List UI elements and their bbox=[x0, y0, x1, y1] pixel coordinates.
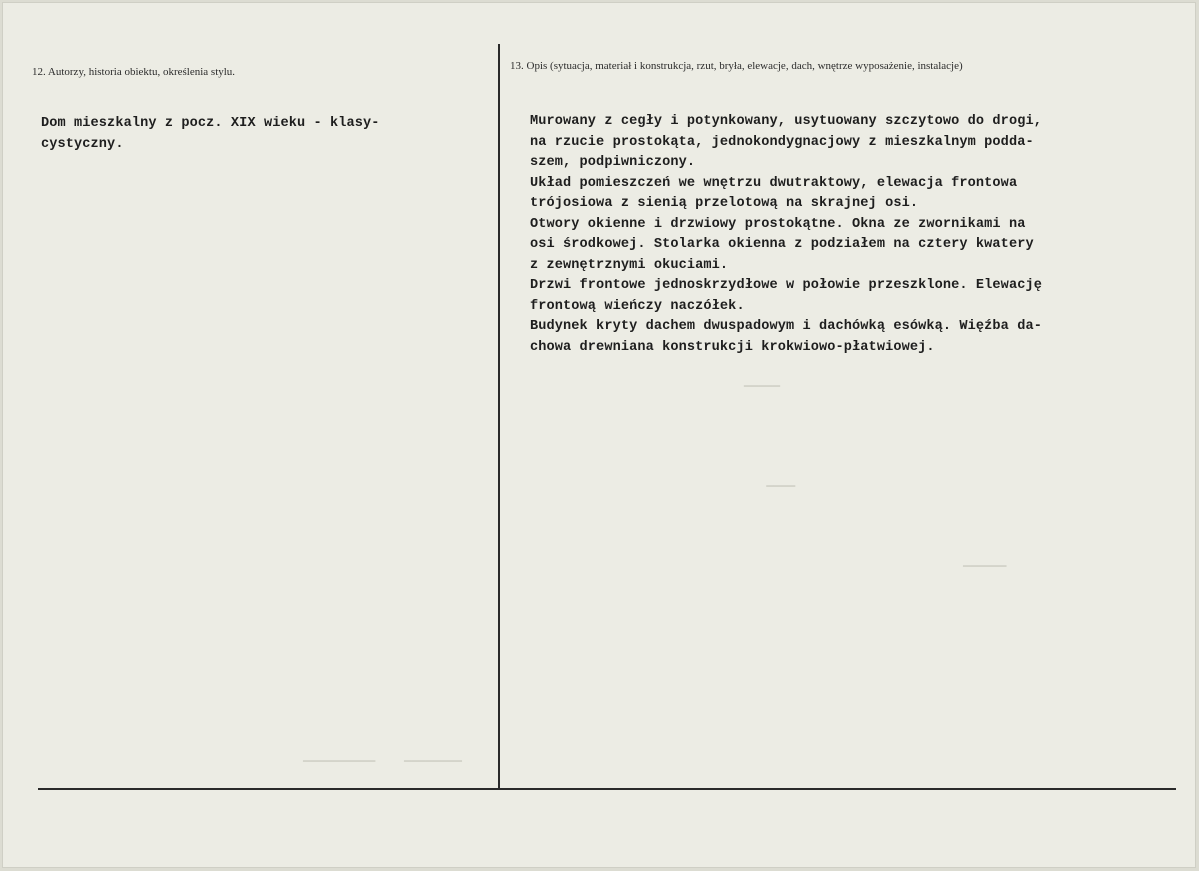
text-line: Otwory okienne i drzwiowy prostokątne. Okna ze zwornikami na bbox=[530, 216, 1026, 232]
text-line: Drzwi frontowe jednoskrzydłowe w połowie przeszklone. Elewację bbox=[530, 278, 1042, 293]
text-line: cystyczny. bbox=[41, 136, 124, 152]
text-line: Układ pomieszczeń we wnętrzu dwutraktowy, elewacja frontowa bbox=[530, 175, 1018, 191]
section-13-label: 13. Opis (sytuacja, materiał i konstrukcja, rzut, bryła, elewacje, dach, wnętrze wyposażenie, instalacje) bbox=[510, 60, 963, 72]
text-line: z zewnętrznymi okuciami. bbox=[530, 257, 729, 273]
column-divider bbox=[498, 44, 500, 790]
section-12-label: 12. Autorzy, historia obiektu, określenia stylu. bbox=[32, 66, 236, 78]
text-line: chowa drewniana konstrukcji krokwiowo-płatwiowej. bbox=[530, 339, 935, 355]
text-line: frontową wieńczy naczółek. bbox=[530, 298, 745, 314]
show-through-texture: ▁▁▁▁▁▁▁▁▁▁ ▁▁▁▁▁▁▁▁ bbox=[303, 749, 462, 763]
text-line: osi środkowej. Stolarka okienna z podziałem na cztery kwatery bbox=[530, 237, 1034, 252]
bottom-rule bbox=[38, 788, 1176, 790]
text-line: Budynek kryty dachem dwuspadowym i dachówką esówką. Więźba da- bbox=[530, 319, 1042, 334]
authors-history-text bbox=[41, 114, 481, 155]
text-line: trójosiowa z sienią przelotową na skrajnej osi. bbox=[530, 196, 919, 211]
text-line: szem, podpiwniczony. bbox=[530, 155, 696, 170]
text-line: Dom mieszkalny z pocz. XIX wieku - klasy- bbox=[41, 116, 380, 131]
show-through-texture: ▁▁▁▁ bbox=[723, 474, 796, 488]
text-line: Murowany z cegły i potynkowany, usytuowany szczytowo do drogi, bbox=[530, 114, 1042, 129]
description-text bbox=[530, 112, 1180, 358]
show-through-texture: ▁▁▁▁▁ bbox=[643, 374, 780, 388]
show-through-texture: ▁▁▁▁▁▁ bbox=[963, 554, 1007, 568]
text-line: na rzucie prostokąta, jednokondygnacjowy z mieszkalnym podda- bbox=[530, 134, 1034, 150]
